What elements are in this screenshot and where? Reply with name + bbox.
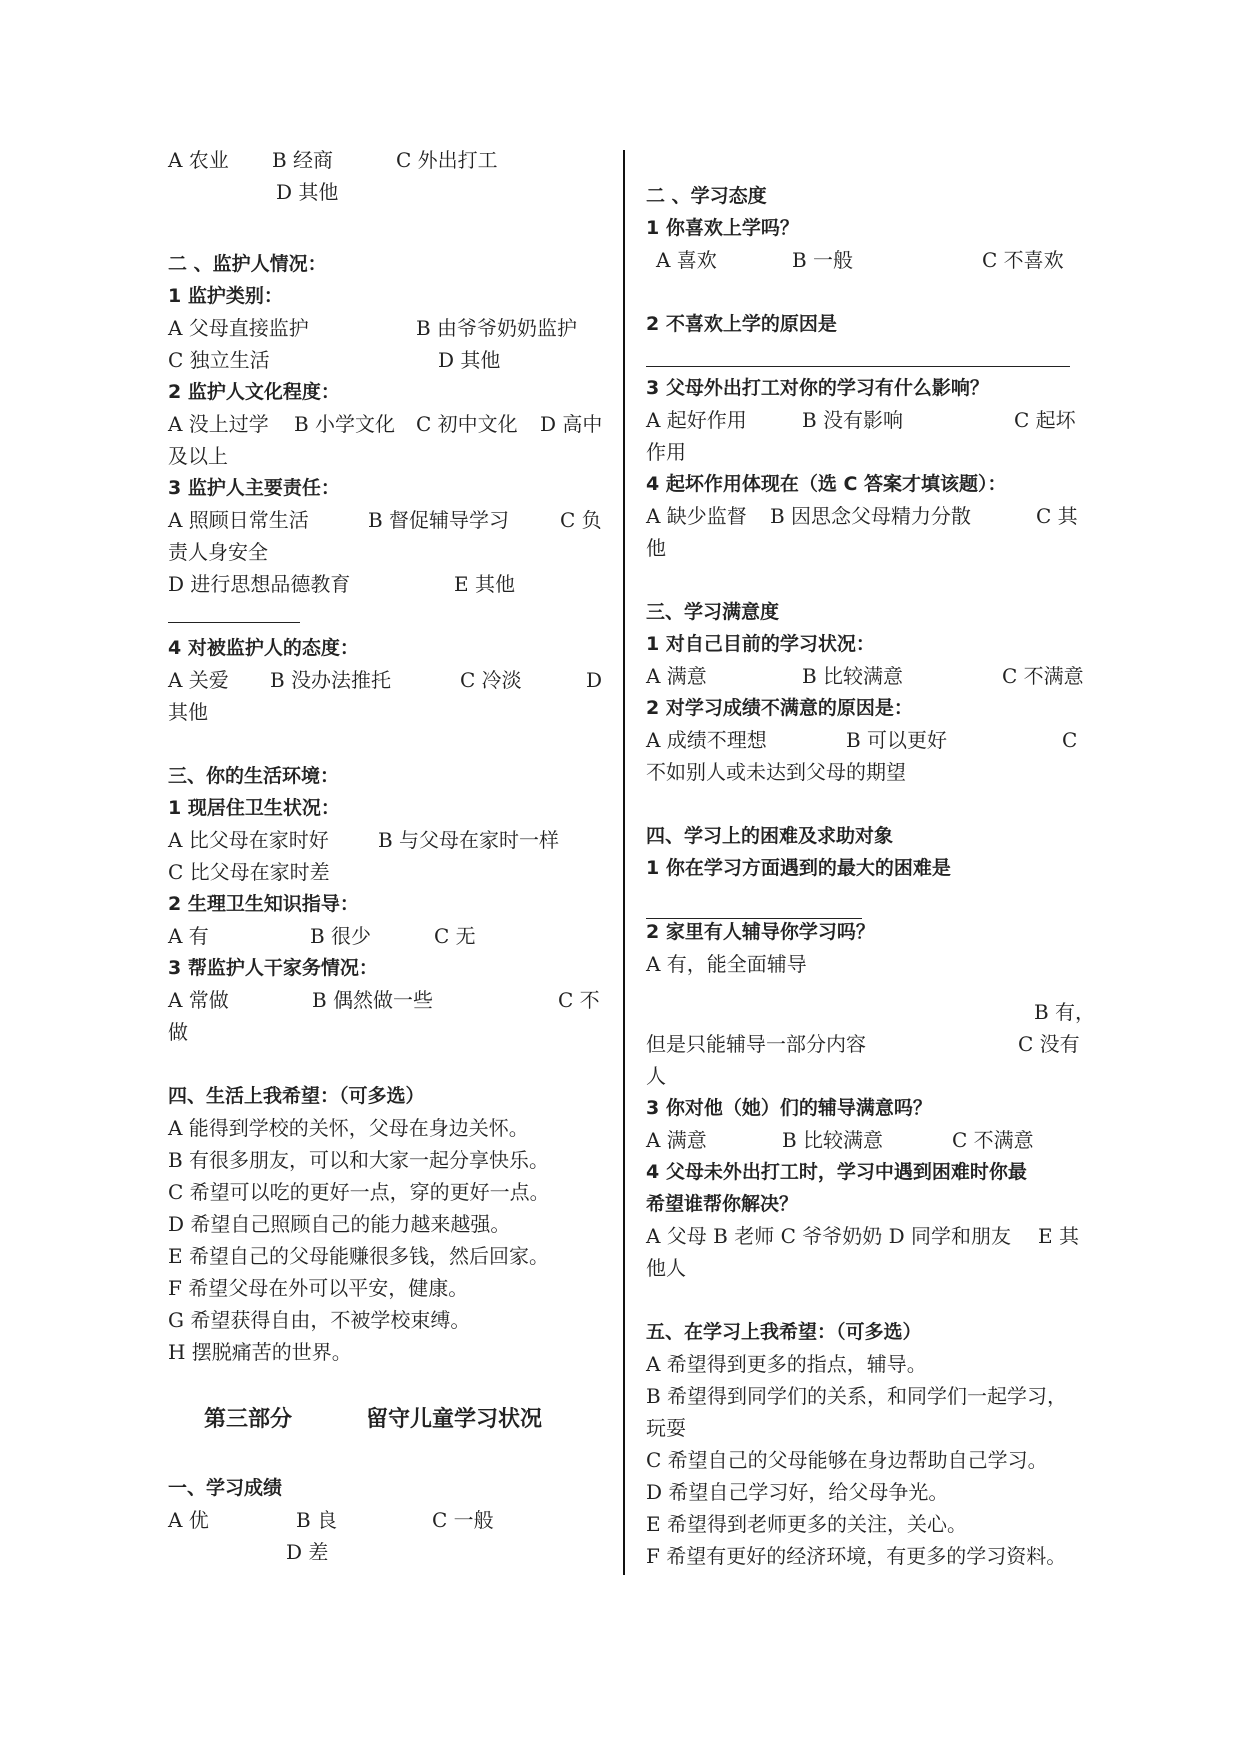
option-b: B 可以更好 <box>846 728 948 752</box>
option-b: B 偶然做一些 <box>312 988 434 1012</box>
environment-heading: 三、你的生活环境： <box>168 765 340 787</box>
list-item: C 希望自己的父母能够在身边帮助自己学习。 <box>646 1448 1048 1472</box>
guardian-q4-options-cont: 其他 <box>168 700 208 724</box>
option-a: A 父母直接监护 <box>168 316 309 340</box>
guardian-q2-options-cont: 及以上 <box>168 444 228 468</box>
option-a: A 有 <box>168 924 209 948</box>
option-c: C <box>1062 728 1078 752</box>
option-d: D 其他 <box>438 348 501 372</box>
option-b: B 因思念父母精力分散 <box>770 504 972 528</box>
option-a: A 农业 <box>168 148 229 172</box>
option-c: C 负 <box>560 508 602 532</box>
column-divider <box>623 150 625 1575</box>
environment-q2-label: 2 生理卫生知识指导： <box>168 893 359 915</box>
fill-in-blank-line <box>646 918 862 919</box>
option-c: C 冷淡 <box>460 668 522 692</box>
option-b: B 督促辅导学习 <box>368 508 510 532</box>
option-c: C 不满意 <box>952 1128 1034 1152</box>
attitude-q4-label: 4 起坏作用体现在（选 C 答案才填该题）： <box>646 473 1007 495</box>
option-b: B 由爷爷奶奶监护 <box>416 316 578 340</box>
option-a: A 满意 <box>646 1128 707 1152</box>
attitude-q2-label: 2 不喜欢上学的原因是 <box>646 313 837 335</box>
option-c: C 无 <box>434 924 476 948</box>
guardian-heading: 二 、监护人情况： <box>168 253 327 275</box>
option-a: A 成绩不理想 <box>646 728 767 752</box>
option-b: B 一般 <box>792 248 854 272</box>
option-a: A 关爱 <box>168 668 229 692</box>
option-b: B 良 <box>296 1508 338 1532</box>
option-b: B 有， <box>1034 1000 1096 1024</box>
part3-title: 留守儿童学习状况 <box>366 1407 543 1432</box>
list-item: H 摆脱痛苦的世界。 <box>168 1340 352 1364</box>
option-a: A 起好作用 <box>646 408 747 432</box>
satisfaction-q1-label: 1 对自己目前的学习状况： <box>646 633 875 655</box>
guardian-q3-options-cont: 责人身安全 <box>168 540 268 564</box>
option-e: E 其 <box>1038 1224 1079 1248</box>
fill-in-blank-line <box>168 622 300 623</box>
option-b: B 没有影响 <box>802 408 904 432</box>
option-c: C 没有 <box>1018 1032 1080 1056</box>
guardian-q4-label: 4 对被监护人的态度： <box>168 637 359 659</box>
satisfaction-q2-label: 2 对学习成绩不满意的原因是： <box>646 697 913 719</box>
option-c: C 初中文化 <box>416 412 518 436</box>
option-c: C 不喜欢 <box>982 248 1064 272</box>
option-d: D <box>586 668 603 692</box>
list-item: F 希望父母在外可以平安，健康。 <box>168 1276 469 1300</box>
option-c: C 起坏 <box>1014 408 1076 432</box>
life-hopes-heading: 四、生活上我希望：（可多选） <box>168 1085 425 1107</box>
list-item: E 希望自己的父母能赚很多钱，然后回家。 <box>168 1244 549 1268</box>
option-b: B 比较满意 <box>802 664 904 688</box>
difficulty-q1-label: 1 你在学习方面遇到的最大的困难是 <box>646 857 951 879</box>
option-a: A 优 <box>168 1508 209 1532</box>
option-a: A 满意 <box>646 664 707 688</box>
options-a-d: A 父母 B 老师 C 爷爷奶奶 D 同学和朋友 <box>646 1224 1011 1248</box>
list-item: B 有很多朋友，可以和大家一起分享快乐。 <box>168 1148 550 1172</box>
option-b-cont: 但是只能辅导一部分内容 <box>646 1032 866 1056</box>
part3-label: 第三部分 <box>204 1407 293 1432</box>
option-c: C 外出打工 <box>396 148 498 172</box>
option-c: C 其 <box>1036 504 1078 528</box>
difficulty-q2-label: 2 家里有人辅导你学习吗？ <box>646 921 875 943</box>
environment-q1-option-c: C 比父母在家时差 <box>168 860 330 884</box>
environment-q3-label: 3 帮监护人干家务情况： <box>168 957 378 979</box>
option-c: C 不 <box>558 988 600 1012</box>
difficulty-q2-option-c-cont: 人 <box>646 1064 666 1088</box>
option-a: A 比父母在家时好 <box>168 828 329 852</box>
difficulty-q2-option-a: A 有，能全面辅导 <box>646 952 807 976</box>
option-b: B 没办法推托 <box>270 668 392 692</box>
option-a: A 常做 <box>168 988 229 1012</box>
list-item: A 希望得到更多的指点，辅导。 <box>646 1352 927 1376</box>
option-b: B 很少 <box>310 924 372 948</box>
option-c: C 一般 <box>432 1508 494 1532</box>
satisfaction-heading: 三、学习满意度 <box>646 601 780 623</box>
difficulty-q4-options-cont: 他人 <box>646 1256 686 1280</box>
attitude-q4-options-cont: 他 <box>646 536 666 560</box>
environment-q3-options-cont: 做 <box>168 1020 188 1044</box>
difficulty-q4-label-cont: 希望谁帮你解决？ <box>646 1193 799 1215</box>
option-a: A 缺少监督 <box>646 504 747 528</box>
attitude-q1-label: 1 你喜欢上学吗？ <box>646 217 799 239</box>
guardian-q2-label: 2 监护人文化程度： <box>168 381 340 403</box>
option-a: A 没上过学 <box>168 412 269 436</box>
option-a: A 喜欢 <box>656 248 717 272</box>
option-a: A 照顾日常生活 <box>168 508 309 532</box>
grades-heading: 一、学习成绩 <box>168 1477 283 1499</box>
option-d: D 其他 <box>276 180 339 204</box>
option-d: D 高中 <box>540 412 603 436</box>
list-item: F 希望有更好的经济环境，有更多的学习资料。 <box>646 1544 1067 1568</box>
list-item: E 希望得到老师更多的关注，关心。 <box>646 1512 967 1536</box>
list-item: C 希望可以吃的更好一点，穿的更好一点。 <box>168 1180 550 1204</box>
option-b: B 与父母在家时一样 <box>378 828 560 852</box>
difficulty-heading: 四、学习上的困难及求助对象 <box>646 825 894 847</box>
option-b: B 小学文化 <box>294 412 396 436</box>
option-b: B 比较满意 <box>782 1128 884 1152</box>
list-item: B 希望得到同学们的关系，和同学们一起学习， <box>646 1384 1068 1408</box>
list-item: A 能得到学校的关怀，父母在身边关怀。 <box>168 1116 529 1140</box>
attitude-q3-options-cont: 作用 <box>646 440 686 464</box>
list-item: G 希望获得自由，不被学校束缚。 <box>168 1308 471 1332</box>
guardian-q3-label: 3 监护人主要责任： <box>168 477 340 499</box>
option-d: D 进行思想品德教育 <box>168 572 351 596</box>
option-c: C 独立生活 <box>168 348 270 372</box>
difficulty-q4-label: 4 父母未外出打工时，学习中遇到困难时你最 <box>646 1161 1027 1183</box>
satisfaction-q2-options-cont: 不如别人或未达到父母的期望 <box>646 760 906 784</box>
option-c: C 不满意 <box>1002 664 1084 688</box>
list-item: 玩耍 <box>646 1416 686 1440</box>
option-e: E 其他 <box>454 572 515 596</box>
attitude-q3-label: 3 父母外出打工对你的学习有什么影响？ <box>646 377 989 399</box>
attitude-heading: 二 、学习态度 <box>646 185 767 207</box>
list-item: D 希望自己学习好，给父母争光。 <box>646 1480 949 1504</box>
fill-in-blank-line <box>646 366 1070 367</box>
list-item: D 希望自己照顾自己的能力越来越强。 <box>168 1212 511 1236</box>
environment-q1-label: 1 现居住卫生状况： <box>168 797 340 819</box>
option-d: D 差 <box>286 1540 329 1564</box>
difficulty-q3-label: 3 你对他（她）们的辅导满意吗？ <box>646 1097 932 1119</box>
study-hopes-heading: 五、在学习上我希望：（可多选） <box>646 1321 922 1343</box>
option-b: B 经商 <box>272 148 334 172</box>
guardian-q1-label: 1 监护类别： <box>168 285 283 307</box>
